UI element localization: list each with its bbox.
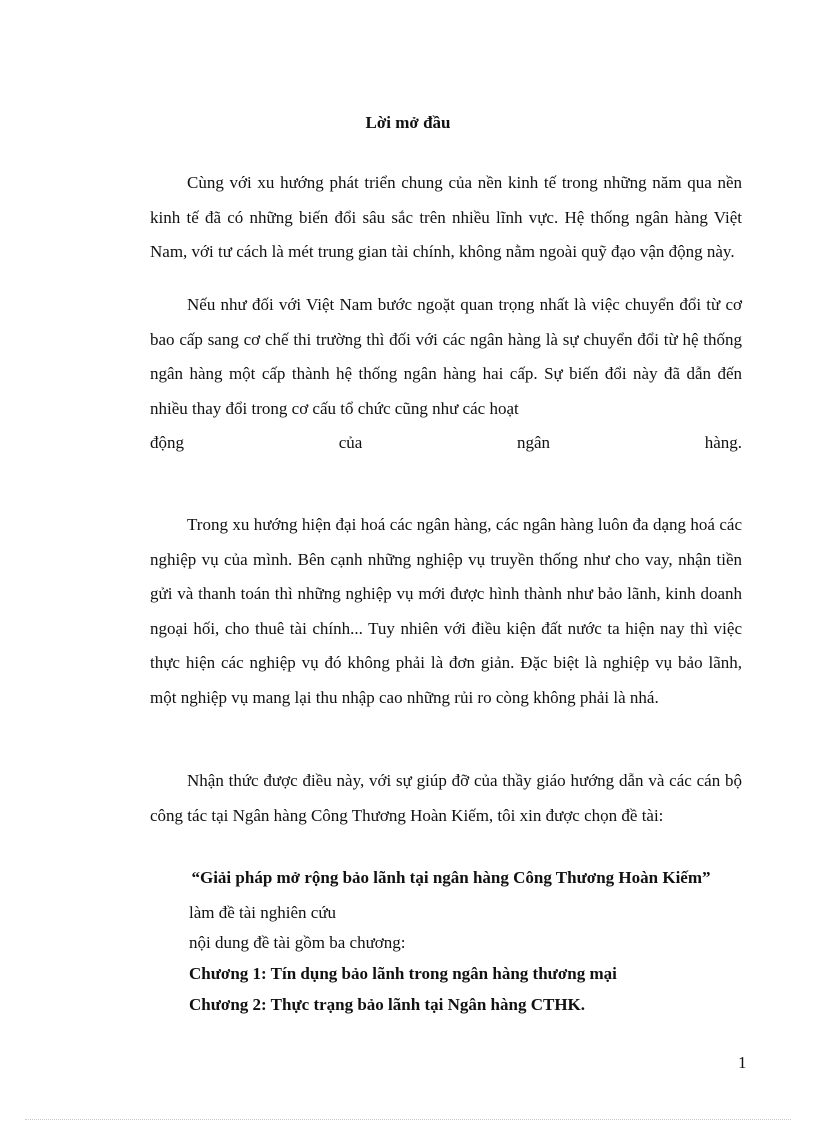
chapter-1: Chương 1: Tín dụng bảo lãnh trong ngân hàng thương mại — [189, 964, 617, 983]
justified-last-line — [150, 426, 742, 461]
word: ngân — [516, 433, 551, 453]
thesis-topic: “Giải pháp mở rộng bảo lãnh tại ngân hàng Công Thương Hoàn Kiếm” — [191, 868, 711, 887]
paragraph-transition — [150, 288, 742, 461]
paragraph-modernization: Trong xu hướng hiện đại hoá các ngân hàng, các ngân hàng luôn đa dạng hoá các nghiệp vụ của mình. Bên cạnh những nghiệp vụ truyền thống như cho vay, nhận tiền gửi và thanh toán thì những nghiệp vụ mới được hình thành như bảo lãnh, kinh doanh ngoại hối, cho thuê tài chính... Tuy nhiên với điều kiện đất nước ta hiện nay thì việc thực hiện các nghiệp vụ đó không phải là đơn giản. Đặc biệt là nghiệp vụ bảo lãnh, một nghiệp vụ mang lại thu nhập cao những rủi ro còng không phải là nhá. — [150, 515, 742, 707]
research-line: làm đề tài nghiên cứu — [189, 903, 337, 922]
paragraph-awareness: Nhận thức được điều này, với sự giúp đỡ của thầy giáo hướng dẫn và các cán bộ công tác tại Ngân hàng Công Thương Hoàn Kiếm, tôi xin được chọn đề tài: — [150, 771, 742, 825]
page-number: 1 — [738, 1053, 747, 1072]
word: động — [150, 433, 184, 453]
word: của — [338, 433, 363, 453]
content-line: nội dung đề tài gồm ba chương: — [189, 933, 406, 952]
chapter-2: Chương 2: Thực trạng bảo lãnh tại Ngân hàng CTHK. — [189, 995, 586, 1014]
page-title: Lời mở đầu — [365, 113, 451, 132]
paragraph-transition-text: Nếu như đối với Việt Nam bước ngoặt quan trọng nhất là việc chuyển đổi từ cơ bao cấp sang cơ chế thi trường thì đối với các ngân hàng là sự chuyển đổi từ hệ thống ngân hàng một cấp thành hệ thống ngân hàng hai cấp. Sự biến đổi này đã dẫn đến nhiều thay đổi trong cơ cấu tổ chức cũng như các hoạt — [150, 295, 742, 418]
page-bottom-divider — [25, 1119, 791, 1120]
paragraph-intro: Cùng với xu hướng phát triển chung của nền kinh tế trong những năm qua nền kinh tế đã có những biến đổi sâu sắc trên nhiều lĩnh vực. Hệ thống ngân hàng Việt Nam, với tư cách là mét trung gian tài chính, không nằm ngoài quỹ đạo vận động này. — [150, 173, 742, 262]
word: hàng. — [704, 433, 742, 453]
